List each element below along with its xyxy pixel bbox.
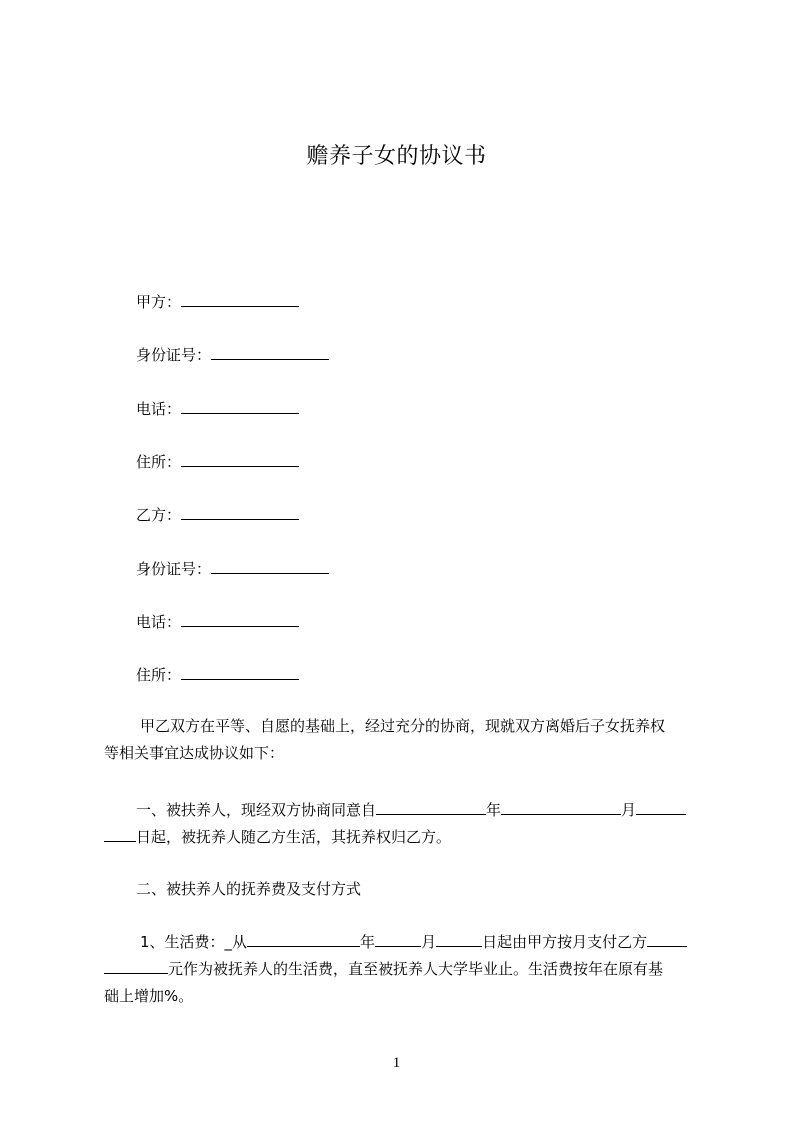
- item-1-year-blank: [247, 932, 360, 947]
- party-b-name-blank: [181, 505, 299, 520]
- party-b-id-blank: [211, 559, 329, 574]
- party-b-address-blank: [181, 665, 299, 680]
- party-a-name-field: [136, 292, 299, 312]
- party-b-phone-field: [136, 612, 299, 632]
- clause-1-line-2: [104, 824, 704, 851]
- clause-2-paragraph: [104, 876, 704, 903]
- clause-1-paragraph: [104, 797, 704, 851]
- item-1-line-1: [104, 929, 704, 956]
- item-1-text-d: 日起由甲方按月支付乙方: [482, 933, 648, 951]
- item-1-line-2: [104, 956, 704, 983]
- intro-paragraph: [104, 713, 704, 767]
- intro-line-2: 等相关事宜达成协议如下：: [104, 744, 285, 762]
- party-b-phone-label: 电话：: [136, 613, 182, 631]
- party-a-phone-blank: [181, 399, 299, 414]
- page-number: 1: [392, 1055, 401, 1071]
- clause-1-text-d: 日起，被抚养人随乙方生活，其抚养权归乙方。: [136, 828, 452, 846]
- item-1-text-a: 1、生活费：_从: [140, 933, 248, 951]
- document-title: 赡养子女的协议书: [306, 144, 487, 169]
- item-1-text-e: 元作为被抚养人的生活费，直至被抚养人大学毕业止。生活费按年在原有基: [168, 960, 664, 978]
- party-b-address-field: [136, 665, 299, 685]
- party-a-address-label: 住所：: [136, 453, 182, 471]
- party-a-id-field: [136, 345, 329, 365]
- clause-1-line-1: [104, 797, 704, 824]
- party-a-address-blank: [181, 452, 299, 467]
- clause-1-text-a: 一、被扶养人，现经双方协商同意自: [136, 801, 377, 819]
- clause-1-month-blank: [501, 800, 621, 815]
- clause-1-day-blank-end: [104, 827, 136, 842]
- item-1-paragraph: [104, 929, 704, 1010]
- clause-1-day-blank-start: [636, 800, 686, 815]
- party-b-address-label: 住所：: [136, 666, 182, 684]
- item-1-day-blank: [436, 932, 482, 947]
- clause-1-text-b: 年: [486, 801, 502, 819]
- item-1-amount-blank-end: [104, 959, 168, 974]
- party-b-id-label: 身份证号：: [136, 560, 212, 578]
- party-a-phone-label: 电话：: [136, 400, 182, 418]
- party-a-phone-field: [136, 399, 299, 419]
- intro-line-1: 甲乙双方在平等、自愿的基础上，经过充分的协商，现就双方离婚后子女抚养权: [140, 717, 666, 735]
- party-b-name-label: 乙方：: [136, 506, 182, 524]
- item-1-amount-blank-start: [647, 932, 687, 947]
- item-1-text-b: 年: [360, 933, 376, 951]
- party-a-name-label: 甲方：: [136, 293, 182, 311]
- party-a-id-label: 身份证号：: [136, 346, 212, 364]
- party-a-name-blank: [181, 292, 299, 307]
- party-a-id-blank: [211, 345, 329, 360]
- item-1-month-blank: [375, 932, 421, 947]
- clause-1-text-c: 月: [621, 801, 637, 819]
- party-b-name-field: [136, 505, 299, 525]
- party-b-phone-blank: [181, 612, 299, 627]
- item-1-line-3: 础上增加%。: [104, 987, 194, 1005]
- clause-1-year-blank: [376, 800, 486, 815]
- party-a-address-field: [136, 452, 299, 472]
- party-b-id-field: [136, 559, 329, 579]
- clause-2-heading: 二、被扶养人的抚养费及支付方式: [136, 880, 362, 898]
- item-1-text-c: 月: [421, 933, 437, 951]
